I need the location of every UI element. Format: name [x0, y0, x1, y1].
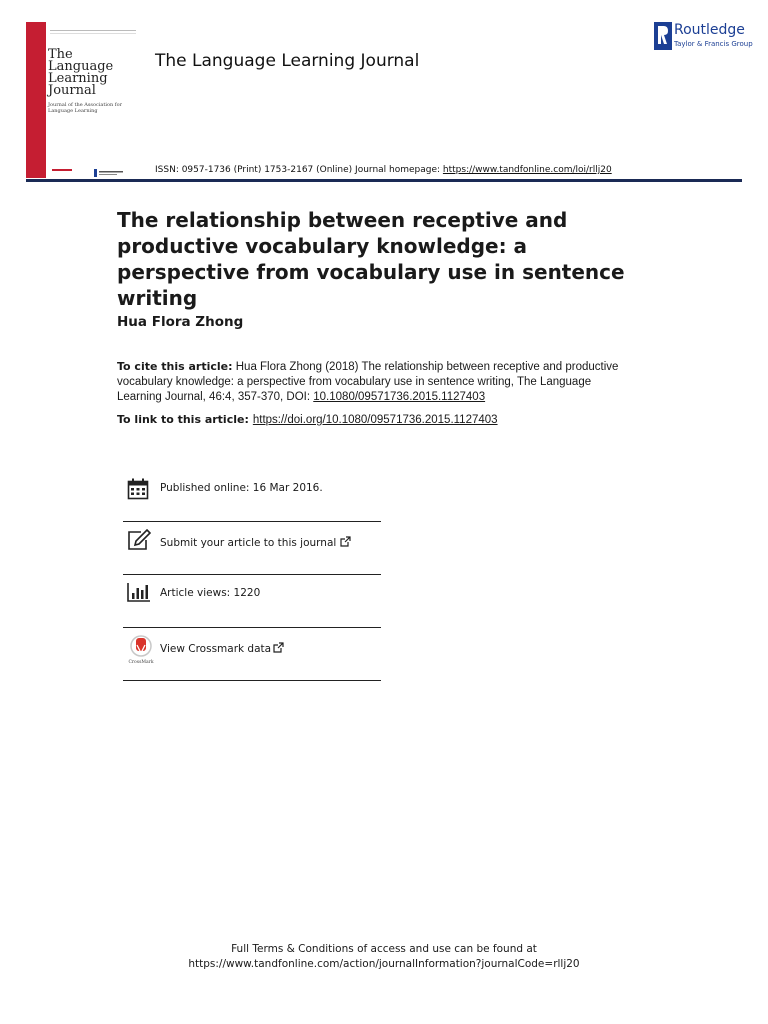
calendar-icon	[127, 478, 149, 500]
crossmark-badge-text: CrossMark	[128, 660, 154, 665]
journal-name: The Language Learning Journal	[155, 51, 420, 71]
association-logo-icon	[52, 162, 72, 171]
footer-terms-link[interactable]: https://www.tandfonline.com/action/journalInformation?journalCode=rllj20	[188, 958, 580, 970]
publisher-group: Taylor & Francis Group	[674, 40, 753, 48]
link-label: To link to this article:	[117, 413, 249, 426]
external-link-icon	[340, 536, 351, 547]
cover-title-line: The	[48, 47, 73, 62]
cover-title-line: Language	[48, 59, 114, 74]
cover-title-line: Journal	[48, 83, 96, 98]
journal-homepage-link[interactable]: https://www.tandfonline.com/loi/rllj20	[442, 165, 612, 175]
publisher-name: Routledge	[674, 22, 745, 38]
publisher-logo[interactable]	[654, 22, 754, 52]
published-row	[123, 474, 381, 522]
cover-subtitle: Journal of the Association for Language Learning	[48, 102, 123, 114]
footer-terms-text: Full Terms & Conditions of access and use can be found at	[231, 943, 537, 955]
issn-line	[155, 165, 612, 175]
submit-article-label: Submit your article to this journal	[160, 537, 337, 549]
views-row	[123, 574, 381, 628]
article-author: Hua Flora Zhong	[117, 314, 244, 330]
external-link-icon	[273, 642, 284, 653]
edit-pencil-icon	[127, 529, 151, 551]
cover-issue-line	[50, 30, 136, 34]
article-link-line	[117, 413, 498, 426]
citation-block	[117, 359, 637, 405]
footer	[0, 942, 768, 972]
journal-cover	[26, 22, 139, 178]
issn-text: ISSN: 0957-1736 (Print) 1753-2167 (Online) Journal homepage:	[155, 165, 443, 175]
journal-cover-page	[46, 22, 139, 178]
submit-row[interactable]	[123, 521, 381, 575]
doi-link[interactable]: 10.1080/09571736.2015.1127403	[313, 391, 486, 403]
cite-label: To cite this article:	[117, 360, 233, 373]
article-title: The relationship between receptive and productive vocabulary knowledge: a perspective from vocabulary use in sentence writing	[117, 208, 625, 310]
submit-article-link[interactable]	[160, 536, 351, 549]
crossmark-label: View Crossmark data	[160, 643, 272, 655]
cover-publisher-logo-icon	[94, 162, 124, 170]
header-divider	[26, 179, 742, 182]
cover-title	[48, 49, 138, 97]
article-views: Article views: 1220	[160, 587, 261, 599]
crossmark-link[interactable]	[160, 642, 284, 655]
crossmark-icon	[127, 635, 155, 665]
routledge-logo-icon	[654, 22, 672, 50]
article-doi-url-link[interactable]: https://doi.org/10.1080/09571736.2015.1127403	[252, 414, 498, 426]
cite-text: Hua Flora Zhong (2018) The relationship between receptive and productive vocabulary knowledge: a perspective from vocabulary use in sentence writing, The Language Learning Journal, 46:4, 357-370, DOI:	[117, 361, 619, 403]
bar-chart-icon	[127, 582, 151, 602]
cover-title-line: Learning	[48, 71, 108, 86]
crossmark-row[interactable]	[123, 627, 381, 681]
published-date: Published online: 16 Mar 2016.	[160, 482, 323, 494]
